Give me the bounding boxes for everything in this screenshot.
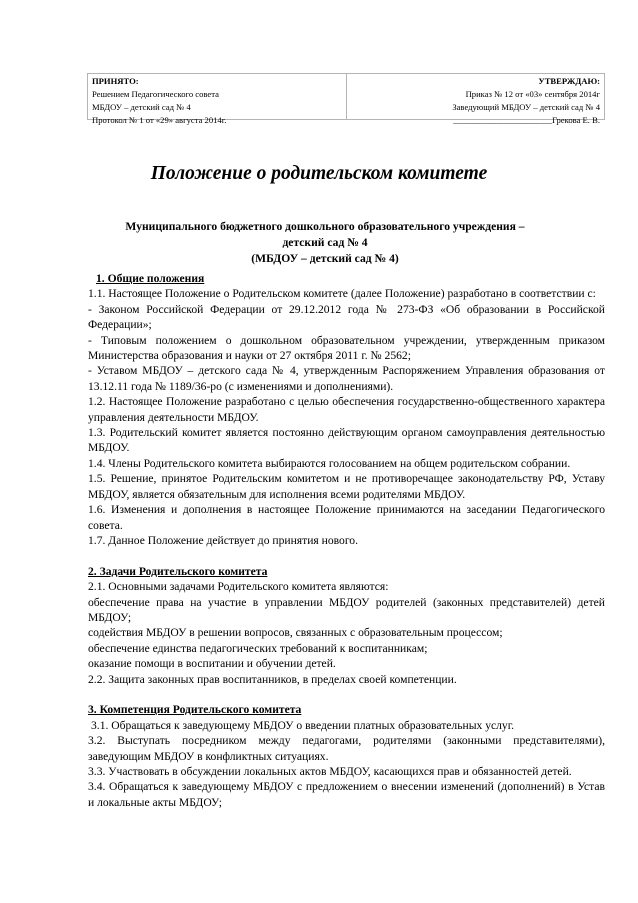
- paragraph: 1.1. Настоящее Положение о Родительском комитете (далее Положение) разработано в соответствии с:: [88, 287, 596, 301]
- approved-block: [347, 74, 605, 125]
- accepted-line: Решением Педагогического совета: [92, 89, 219, 99]
- paragraph: 2.2. Защита законных прав воспитанников, в пределах своей компетенции.: [88, 672, 457, 686]
- accepted-heading: ПРИНЯТО:: [92, 76, 139, 86]
- paragraph: 3.1. Обращаться к заведующему МБДОУ о введении платных образовательных услуг.: [91, 718, 515, 732]
- paragraph: - Законом Российской Федерации от 29.12.2012 года № 273-ФЗ «Об образовании в Российской Федерации»;: [88, 302, 605, 332]
- approved-heading: УТВЕРЖДАЮ:: [538, 76, 600, 86]
- paragraph: - Типовым положением о дошкольном образовательном учреждении, утвержденным приказом Министерства образования и науки от 27 октября 2011 г. № 2562;: [88, 333, 605, 363]
- institution-name-line: Муниципального бюджетного дошкольного образовательного учреждения –: [125, 220, 525, 233]
- paragraph: 1.4. Члены Родительского комитета выбираются голосованием на общем родительском собрании.: [88, 456, 571, 470]
- paragraph: содействия МБДОУ в решении вопросов, связанных с образовательным процессом;: [88, 626, 503, 640]
- paragraph: 3.3. Участвовать в обсуждении локальных актов МБДОУ, касающихся прав и обязанностей детей.: [88, 764, 572, 778]
- institution-name: [60, 219, 590, 267]
- paragraph: 1.6. Изменения и дополнения в настоящее Положение принимаются на заседании Педагогического совета.: [88, 503, 605, 532]
- accepted-block: [88, 74, 347, 125]
- paragraph: 3.2. Выступать посредником между педагогами, родителями (законными представителями), заведующим МБДОУ в конфликтных ситуациях.: [88, 734, 605, 763]
- paragraph: обеспечение права на участие в управлении МБДОУ родителей (законных представителей) детей МБДОУ;: [88, 595, 605, 624]
- approved-line: Заведующий МБДОУ – детский сад № 4: [452, 102, 600, 112]
- institution-abbreviation: (МБДОУ – детский сад № 4): [251, 252, 399, 265]
- approval-header-table: [87, 73, 605, 125]
- paragraph: 3.4. Обращаться к заведующему МБДОУ с предложением о внесении изменений (дополнений) в Устав и локальные акты МБДОУ;: [88, 780, 605, 809]
- approved-line: Приказ № 12 от «03» сентября 2014г: [465, 89, 600, 99]
- institution-name-line: детский сад № 4: [282, 236, 368, 249]
- document-body: [88, 271, 605, 810]
- document-title: Положение о родительском комитете: [150, 163, 488, 184]
- section-heading: 3. Компетенция Родительского комитета: [88, 703, 302, 717]
- accepted-line: МБДОУ – детский сад № 4: [92, 102, 191, 112]
- paragraph: 1.3. Родительский комитет является постоянно действующим органом самоуправления деятельностью МБДОУ.: [88, 426, 605, 455]
- paragraph: обеспечение единства педагогических требований к воспитанникам;: [88, 641, 428, 655]
- paragraph: 1.2. Настоящее Положение разработано с целью обеспечения государственно-общественного характера управления деятельности МБДОУ.: [88, 395, 605, 424]
- approved-line: _______________________Грекова Е. В.: [453, 115, 600, 125]
- section-heading: 1. Общие положения: [96, 272, 205, 285]
- accepted-line: Протокол № 1 от «29» августа 2014г.: [92, 115, 227, 125]
- paragraph: 2.1. Основными задачами Родительского комитета являются:: [88, 580, 389, 594]
- section-heading: 2. Задачи Родительского комитета: [88, 564, 268, 578]
- paragraph: - Уставом МБДОУ – детского сада № 4, утвержденным Распоряжением Управления образования от 13.12.11 года № 1189/36-ро (с изменениями и дополнениями).: [88, 364, 605, 393]
- paragraph: 1.5. Решение, принятое Родительским комитетом и не противоречащее законодательству РФ, Уставу МБДОУ, является обязательным для исполнения всеми родителями МБДОУ.: [88, 472, 605, 501]
- paragraph: оказание помощи в воспитании и обучении детей.: [88, 657, 336, 671]
- paragraph: 1.7. Данное Положение действует до принятия нового.: [88, 533, 358, 547]
